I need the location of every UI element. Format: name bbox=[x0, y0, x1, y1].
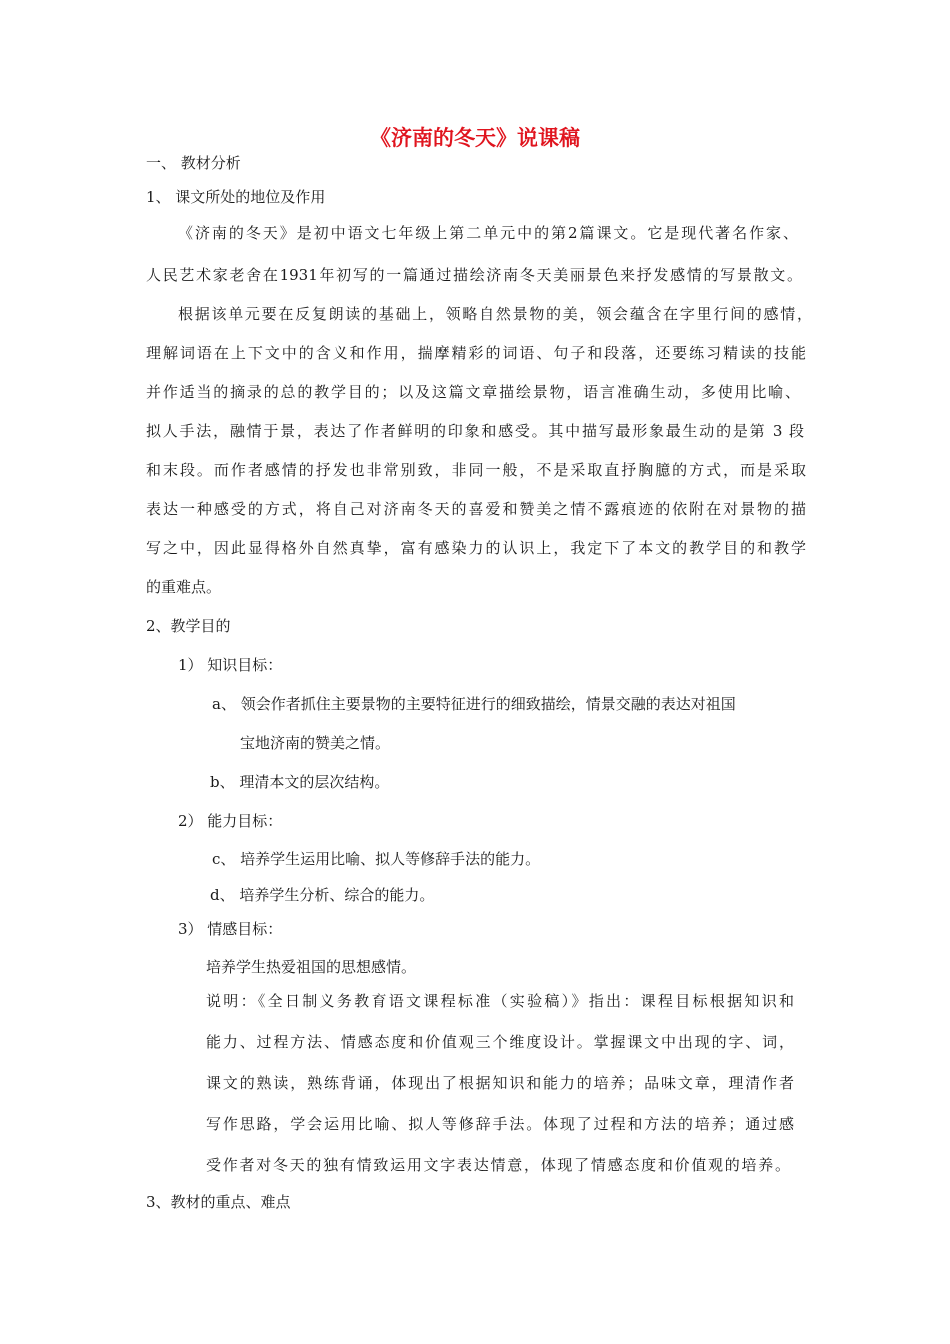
paragraph-line: 和末段。而作者感情的抒发也非常别致，非同一般，不是采取直抒胸臆的方式，而是采取 bbox=[146, 461, 806, 479]
paragraph-line: 写之中，因此显得格外自然真挚，富有感染力的认识上，我定下了本文的教学目的和教学 bbox=[146, 539, 806, 557]
goal-heading: 3） 情感目标： bbox=[178, 920, 283, 938]
goal-item-continuation: 宝地济南的赞美之情。 bbox=[240, 734, 391, 752]
subsection-heading: 3、教材的重点、难点 bbox=[146, 1193, 291, 1211]
note-line: 说明：《全日制义务教育语文课程标准（实验稿）》指出：课程目标根据知识和 bbox=[206, 992, 794, 1010]
note-line: 课文的熟读，熟练背诵，体现出了根据知识和能力的培养；品味文章，理清作者 bbox=[206, 1074, 794, 1092]
paragraph-line: 人民艺术家老舍在1931年初写的一篇通过描绘济南冬天美丽景色来抒发感情的写景散文。 bbox=[146, 266, 802, 284]
section-heading: 一、 教材分析 bbox=[146, 154, 241, 172]
goal-item: d、 培养学生分析、综合的能力。 bbox=[210, 886, 435, 904]
paragraph-line: 表达一种感受的方式，将自己对济南冬天的喜爱和赞美之情不露痕迹的依附在对景物的描 bbox=[146, 500, 806, 518]
paragraph-line: 理解词语在上下文中的含义和作用，揣摩精彩的词语、句子和段落，还要练习精读的技能 bbox=[146, 344, 806, 362]
goal-heading: 2） 能力目标： bbox=[178, 812, 283, 830]
goal-item: a、 领会作者抓住主要景物的主要特征进行的细致描绘，情景交融的表达对祖国 bbox=[212, 695, 736, 713]
paragraph-line: 并作适当的摘录的总的教学目的；以及这篇文章描绘景物，语言准确生动，多使用比喻、 bbox=[146, 383, 800, 401]
subsection-heading: 1、 课文所处的地位及作用 bbox=[146, 188, 326, 206]
note-line: 受作者对冬天的独有情致运用文字表达情意，体现了情感态度和价值观的培养。 bbox=[206, 1156, 790, 1174]
paragraph-line: 《济南的冬天》是初中语文七年级上第二单元中的第2篇课文。它是现代著名作家、 bbox=[178, 224, 798, 242]
goal-item: b、 理清本文的层次结构。 bbox=[210, 773, 390, 791]
goal-item: c、 培养学生运用比喻、拟人等修辞手法的能力。 bbox=[212, 850, 541, 868]
goal-item: 培养学生热爱祖国的思想感情。 bbox=[206, 958, 417, 976]
note-line: 写作思路，学会运用比喻、拟人等修辞手法。体现了过程和方法的培养；通过感 bbox=[206, 1115, 794, 1133]
page-title: 《济南的冬天》说课稿 bbox=[370, 126, 580, 150]
paragraph-line: 的重难点。 bbox=[146, 578, 222, 596]
note-line: 能力、过程方法、情感态度和价值观三个维度设计。掌握课文中出现的字、词， bbox=[206, 1033, 794, 1051]
goal-heading: 1） 知识目标： bbox=[178, 656, 283, 674]
paragraph-line: 拟人手法，融情于景，表达了作者鲜明的印象和感受。其中描写最形象最生动的是第 3 段 bbox=[146, 422, 804, 440]
subsection-heading: 2、教学目的 bbox=[146, 617, 231, 635]
paragraph-line: 根据该单元要在反复朗读的基础上，领略自然景物的美，领会蕴含在字里行间的感情， bbox=[178, 305, 812, 323]
